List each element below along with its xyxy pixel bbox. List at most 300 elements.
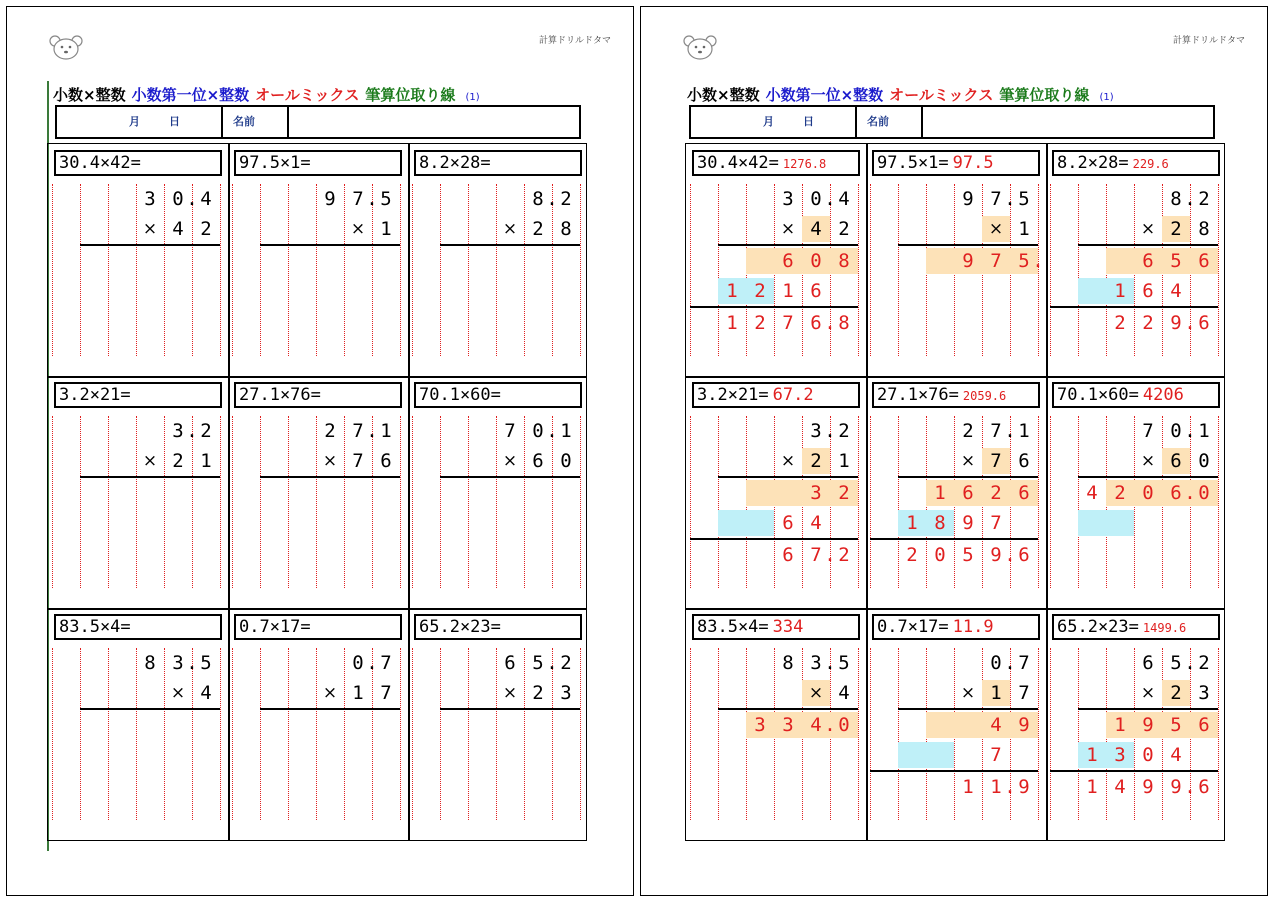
problem-prompt — [872, 614, 1040, 640]
digit: 9 — [1018, 776, 1030, 798]
digit: 0 — [934, 544, 946, 566]
sum-line — [690, 538, 858, 540]
problem-cell — [408, 144, 588, 376]
answer-line — [440, 476, 580, 478]
digit: 6 — [810, 280, 822, 302]
digit: 2 — [1114, 312, 1126, 334]
problem-cell — [866, 608, 1046, 840]
answer-text: 334 — [772, 617, 804, 637]
answer-text: 11.9 — [952, 617, 994, 637]
digit: 4 — [810, 714, 822, 736]
digit: 9 — [962, 512, 974, 534]
digit: 6 — [1170, 482, 1182, 504]
title-part: オールミックス — [889, 86, 994, 104]
guide-line — [232, 184, 233, 356]
guide-line — [580, 416, 581, 588]
digit: 7 — [352, 420, 364, 442]
digit: 0 — [1198, 450, 1210, 472]
digit: 7 — [782, 312, 794, 334]
decimal-point: . — [824, 544, 836, 566]
answer-line — [718, 476, 858, 478]
digit: 6 — [1018, 450, 1030, 472]
digit: 7 — [1018, 652, 1030, 674]
problem-cell — [48, 376, 228, 608]
problem-prompt — [234, 382, 402, 408]
digit: 2 — [962, 420, 974, 442]
title-part: 筆算位取り線 — [365, 86, 456, 104]
digit: 1 — [1114, 280, 1126, 302]
multiply-sign: × — [1140, 451, 1156, 471]
digit: 5 — [200, 652, 212, 674]
header-divider — [287, 107, 289, 137]
multiply-sign: × — [322, 451, 338, 471]
decimal-point: . — [1184, 420, 1196, 442]
prompt-text: 8.2×28= — [419, 153, 491, 173]
guide-line — [1050, 648, 1051, 820]
guide-line — [898, 184, 899, 356]
digit: 0 — [560, 450, 572, 472]
problem-prompt — [1052, 614, 1220, 640]
name-field[interactable] — [935, 107, 1205, 137]
guide-line — [1218, 416, 1219, 588]
prompt-text: 8.2×28= — [1057, 153, 1129, 173]
month-label: 月 — [763, 115, 774, 128]
digit: 1 — [726, 280, 738, 302]
title-number: (1) — [1099, 92, 1114, 103]
digit: 2 — [838, 544, 850, 566]
digit: 6 — [1170, 450, 1182, 472]
guide-line — [220, 648, 221, 820]
title-part: 小数第一位×整数 — [131, 86, 250, 104]
guide-line — [1050, 416, 1051, 588]
digit: 5 — [1170, 250, 1182, 272]
decimal-point: . — [186, 420, 198, 442]
decimal-point: . — [824, 188, 836, 210]
digit: 1 — [962, 776, 974, 798]
guide-line — [412, 648, 413, 820]
digit: 2 — [1198, 188, 1210, 210]
guide-line — [718, 416, 719, 588]
answer-text: 97.5 — [952, 153, 994, 173]
guide-line — [220, 416, 221, 588]
problem-cell — [1046, 608, 1226, 840]
guide-line — [1078, 184, 1079, 356]
digit: 8 — [838, 250, 850, 272]
answer-line — [440, 708, 580, 710]
prompt-text: 97.5×1= — [877, 153, 949, 173]
problem-prompt — [54, 150, 222, 176]
problem-cell — [686, 608, 866, 840]
sum-line — [870, 770, 1038, 772]
problem-prompt — [692, 150, 860, 176]
answer-line — [260, 476, 400, 478]
digit: 2 — [172, 450, 184, 472]
digit: 8 — [560, 218, 572, 240]
digit: 1 — [380, 218, 392, 240]
digit: 6 — [1198, 776, 1210, 798]
multiply-sign: × — [960, 683, 976, 703]
digit: 7 — [810, 544, 822, 566]
multiply-sign: × — [170, 683, 186, 703]
digit: 7 — [380, 682, 392, 704]
digit: 7 — [990, 450, 1002, 472]
digit: 0 — [532, 420, 544, 442]
digit: 7 — [352, 450, 364, 472]
digit: 6 — [1018, 544, 1030, 566]
digit: 2 — [754, 280, 766, 302]
guide-line — [288, 184, 289, 356]
guide-line — [80, 648, 81, 820]
guide-line — [898, 648, 899, 820]
guide-line — [1218, 648, 1219, 820]
title-part: 筆算位取り線 — [999, 86, 1090, 104]
guide-line — [400, 648, 401, 820]
problem-cell — [686, 144, 866, 376]
name-label: 名前 — [867, 115, 889, 128]
digit: 2 — [754, 312, 766, 334]
answer-text: 4206 — [1142, 385, 1184, 405]
answer-line — [80, 708, 220, 710]
digit: 4 — [1114, 776, 1126, 798]
digit: 1 — [1018, 218, 1030, 240]
digit: 1 — [726, 312, 738, 334]
problem-grid — [47, 143, 587, 841]
date-name-header — [55, 105, 581, 139]
multiply-sign: × — [350, 219, 366, 239]
digit: 3 — [1198, 682, 1210, 704]
problem-cell — [686, 376, 866, 608]
decimal-point: . — [1184, 652, 1196, 674]
multiply-sign: × — [1140, 683, 1156, 703]
guide-line — [52, 648, 53, 820]
answer-line — [898, 708, 1038, 710]
prompt-text: 0.7×17= — [877, 617, 949, 637]
digit: 6 — [1142, 280, 1154, 302]
guide-line — [52, 416, 53, 588]
guide-line — [468, 648, 469, 820]
guide-line — [580, 184, 581, 356]
decimal-point: . — [824, 714, 836, 736]
digit: 8 — [934, 512, 946, 534]
multiply-sign: × — [780, 219, 796, 239]
answer-key-page — [640, 6, 1268, 896]
digit: 9 — [1018, 714, 1030, 736]
sum-line — [690, 306, 858, 308]
digit: 3 — [810, 420, 822, 442]
guide-line — [858, 184, 859, 356]
digit: 2 — [1170, 682, 1182, 704]
digit: 0 — [838, 714, 850, 736]
digit: 3 — [172, 652, 184, 674]
digit: 5 — [532, 652, 544, 674]
digit: 6 — [1018, 482, 1030, 504]
answer-line — [260, 244, 400, 246]
problem-prompt — [234, 614, 402, 640]
multiply-sign: × — [502, 683, 518, 703]
digit: 9 — [962, 250, 974, 272]
digit: 1 — [990, 682, 1002, 704]
prompt-text: 65.2×23= — [419, 617, 501, 637]
digit: 6 — [380, 450, 392, 472]
guide-line — [870, 184, 871, 356]
digit: 8 — [144, 652, 156, 674]
answer-line — [260, 708, 400, 710]
guide-line — [288, 648, 289, 820]
digit: 4 — [1170, 744, 1182, 766]
row-highlight — [898, 742, 954, 768]
title-number: (1) — [465, 92, 480, 103]
guide-line — [232, 416, 233, 588]
digit: 9 — [1170, 312, 1182, 334]
prompt-text: 30.4×42= — [59, 153, 141, 173]
guide-line — [108, 416, 109, 588]
guide-line — [108, 648, 109, 820]
mascot-face-icon — [683, 33, 717, 61]
digit: 7 — [380, 652, 392, 674]
mascot-face-icon — [49, 33, 83, 61]
digit: 1 — [838, 450, 850, 472]
digit: 2 — [200, 218, 212, 240]
problem-prompt — [872, 150, 1040, 176]
guide-line — [858, 416, 859, 588]
decimal-point: . — [1032, 250, 1044, 272]
prompt-text: 83.5×4= — [59, 617, 131, 637]
digit: 5 — [1018, 188, 1030, 210]
digit: 4 — [200, 188, 212, 210]
guide-line — [108, 184, 109, 356]
guide-line — [1038, 648, 1039, 820]
problem-cell — [866, 376, 1046, 608]
answer-line — [1078, 476, 1218, 478]
digit: 1 — [352, 682, 364, 704]
digit: 6 — [782, 544, 794, 566]
problem-prompt — [234, 150, 402, 176]
digit: 5 — [1170, 652, 1182, 674]
brand-label: 計算ドリルドタマ — [1172, 36, 1245, 46]
digit: 3 — [144, 188, 156, 210]
problem-prompt — [692, 382, 860, 408]
digit: 7 — [1018, 682, 1030, 704]
problem-cell — [1046, 144, 1226, 376]
problem-cell — [408, 608, 588, 840]
digit: 6 — [810, 312, 822, 334]
decimal-point: . — [1184, 188, 1196, 210]
name-field[interactable] — [301, 107, 571, 137]
title-part: 小数×整数 — [687, 86, 760, 104]
row-highlight — [718, 510, 774, 536]
digit: 6 — [782, 250, 794, 272]
guide-line — [1050, 184, 1051, 356]
digit: 1 — [200, 450, 212, 472]
digit: 0 — [990, 652, 1002, 674]
digit: 6 — [504, 652, 516, 674]
prompt-text: 70.1×60= — [1057, 385, 1139, 405]
digit: 0 — [1142, 744, 1154, 766]
guide-line — [858, 648, 859, 820]
multiply-sign: × — [780, 451, 796, 471]
guide-line — [400, 416, 401, 588]
prompt-text: 27.1×76= — [239, 385, 321, 405]
digit: 7 — [990, 744, 1002, 766]
decimal-point: . — [366, 652, 378, 674]
digit: 2 — [1198, 652, 1210, 674]
problem-prompt — [54, 614, 222, 640]
guide-line — [440, 416, 441, 588]
answer-line — [718, 244, 858, 246]
answer-line — [898, 244, 1038, 246]
problem-prompt — [692, 614, 860, 640]
digit: 2 — [906, 544, 918, 566]
prompt-text: 70.1×60= — [419, 385, 501, 405]
answer-text: 2059.6 — [962, 389, 1007, 403]
guide-line — [440, 184, 441, 356]
worksheet-page — [6, 6, 634, 896]
digit: 7 — [990, 512, 1002, 534]
answer-line — [898, 476, 1038, 478]
row-highlight — [1078, 510, 1134, 536]
digit: 2 — [990, 482, 1002, 504]
digit: 2 — [200, 420, 212, 442]
digit: 3 — [754, 714, 766, 736]
answer-text: 1276.8 — [782, 157, 827, 171]
title-part: オールミックス — [255, 86, 360, 104]
guide-line — [468, 416, 469, 588]
digit: 7 — [1142, 420, 1154, 442]
header-divider — [921, 107, 923, 137]
problem-cell — [408, 376, 588, 608]
digit: 3 — [810, 652, 822, 674]
problem-prompt — [872, 382, 1040, 408]
multiply-sign: × — [502, 219, 518, 239]
guide-line — [288, 416, 289, 588]
digit: 3 — [560, 682, 572, 704]
prompt-text: 30.4×42= — [697, 153, 779, 173]
digit: 1 — [1086, 744, 1098, 766]
digit: 9 — [324, 188, 336, 210]
digit: 1 — [560, 420, 572, 442]
digit: 3 — [1114, 744, 1126, 766]
digit: 1 — [380, 420, 392, 442]
digit: 2 — [560, 188, 572, 210]
digit: 2 — [560, 652, 572, 674]
digit: 0 — [1170, 420, 1182, 442]
digit: 8 — [782, 652, 794, 674]
digit: 6 — [1198, 250, 1210, 272]
prompt-text: 27.1×76= — [877, 385, 959, 405]
problem-prompt — [414, 382, 582, 408]
digit: 4 — [810, 218, 822, 240]
digit: 1 — [1198, 420, 1210, 442]
multiply-sign: × — [808, 683, 824, 703]
prompt-text: 3.2×21= — [59, 385, 131, 405]
digit: 0 — [810, 250, 822, 272]
decimal-point: . — [824, 312, 836, 334]
multiply-sign: × — [142, 219, 158, 239]
digit: 4 — [1170, 280, 1182, 302]
digit: 6 — [1142, 652, 1154, 674]
guide-line — [580, 648, 581, 820]
answer-line — [80, 244, 220, 246]
digit: 7 — [504, 420, 516, 442]
digit: 2 — [324, 420, 336, 442]
digit: 3 — [810, 482, 822, 504]
problem-prompt — [54, 382, 222, 408]
name-label: 名前 — [233, 115, 255, 128]
guide-line — [260, 184, 261, 356]
digit: 4 — [990, 714, 1002, 736]
decimal-point: . — [546, 420, 558, 442]
problem-prompt — [414, 150, 582, 176]
digit: 1 — [1114, 714, 1126, 736]
guide-line — [440, 648, 441, 820]
title-part: 小数第一位×整数 — [765, 86, 884, 104]
problem-cell — [866, 144, 1046, 376]
digit: 0 — [1198, 482, 1210, 504]
answer-line — [718, 708, 858, 710]
digit: 0 — [810, 188, 822, 210]
digit: 5 — [838, 652, 850, 674]
digit: 2 — [1142, 312, 1154, 334]
digit: 8 — [1170, 188, 1182, 210]
answer-text: 67.2 — [772, 385, 814, 405]
decimal-point: . — [1184, 482, 1196, 504]
digit: 8 — [1198, 218, 1210, 240]
multiply-sign: × — [142, 451, 158, 471]
digit: 5 — [962, 544, 974, 566]
digit: 4 — [838, 682, 850, 704]
digit: 7 — [990, 250, 1002, 272]
multiply-sign: × — [1140, 219, 1156, 239]
digit: 1 — [1086, 776, 1098, 798]
digit: 1 — [934, 482, 946, 504]
prompt-text: 3.2×21= — [697, 385, 769, 405]
guide-line — [260, 648, 261, 820]
digit: 0 — [1142, 482, 1154, 504]
decimal-point: . — [824, 420, 836, 442]
digit: 4 — [1086, 482, 1098, 504]
prompt-text: 65.2×23= — [1057, 617, 1139, 637]
page-title — [687, 84, 1120, 105]
guide-line — [1218, 184, 1219, 356]
problem-cell — [48, 608, 228, 840]
guide-line — [690, 184, 691, 356]
guide-line — [412, 184, 413, 356]
digit: 9 — [1142, 776, 1154, 798]
digit: 2 — [838, 218, 850, 240]
guide-line — [136, 416, 137, 588]
date-name-header — [689, 105, 1215, 139]
decimal-point: . — [1004, 188, 1016, 210]
sum-line — [870, 538, 1038, 540]
digit: 5 — [1170, 714, 1182, 736]
problem-cell — [228, 608, 408, 840]
digit: 2 — [838, 420, 850, 442]
problem-cell — [228, 376, 408, 608]
problem-cell — [228, 144, 408, 376]
prompt-text: 0.7×17= — [239, 617, 311, 637]
digit: 6 — [1198, 714, 1210, 736]
digit: 7 — [990, 188, 1002, 210]
decimal-point: . — [186, 188, 198, 210]
guide-line — [316, 648, 317, 820]
digit: 6 — [532, 450, 544, 472]
guide-line — [232, 648, 233, 820]
multiply-sign: × — [960, 451, 976, 471]
answer-grid — [685, 143, 1225, 841]
digit: 5 — [380, 188, 392, 210]
decimal-point: . — [1004, 420, 1016, 442]
answer-text: 229.6 — [1132, 157, 1169, 171]
